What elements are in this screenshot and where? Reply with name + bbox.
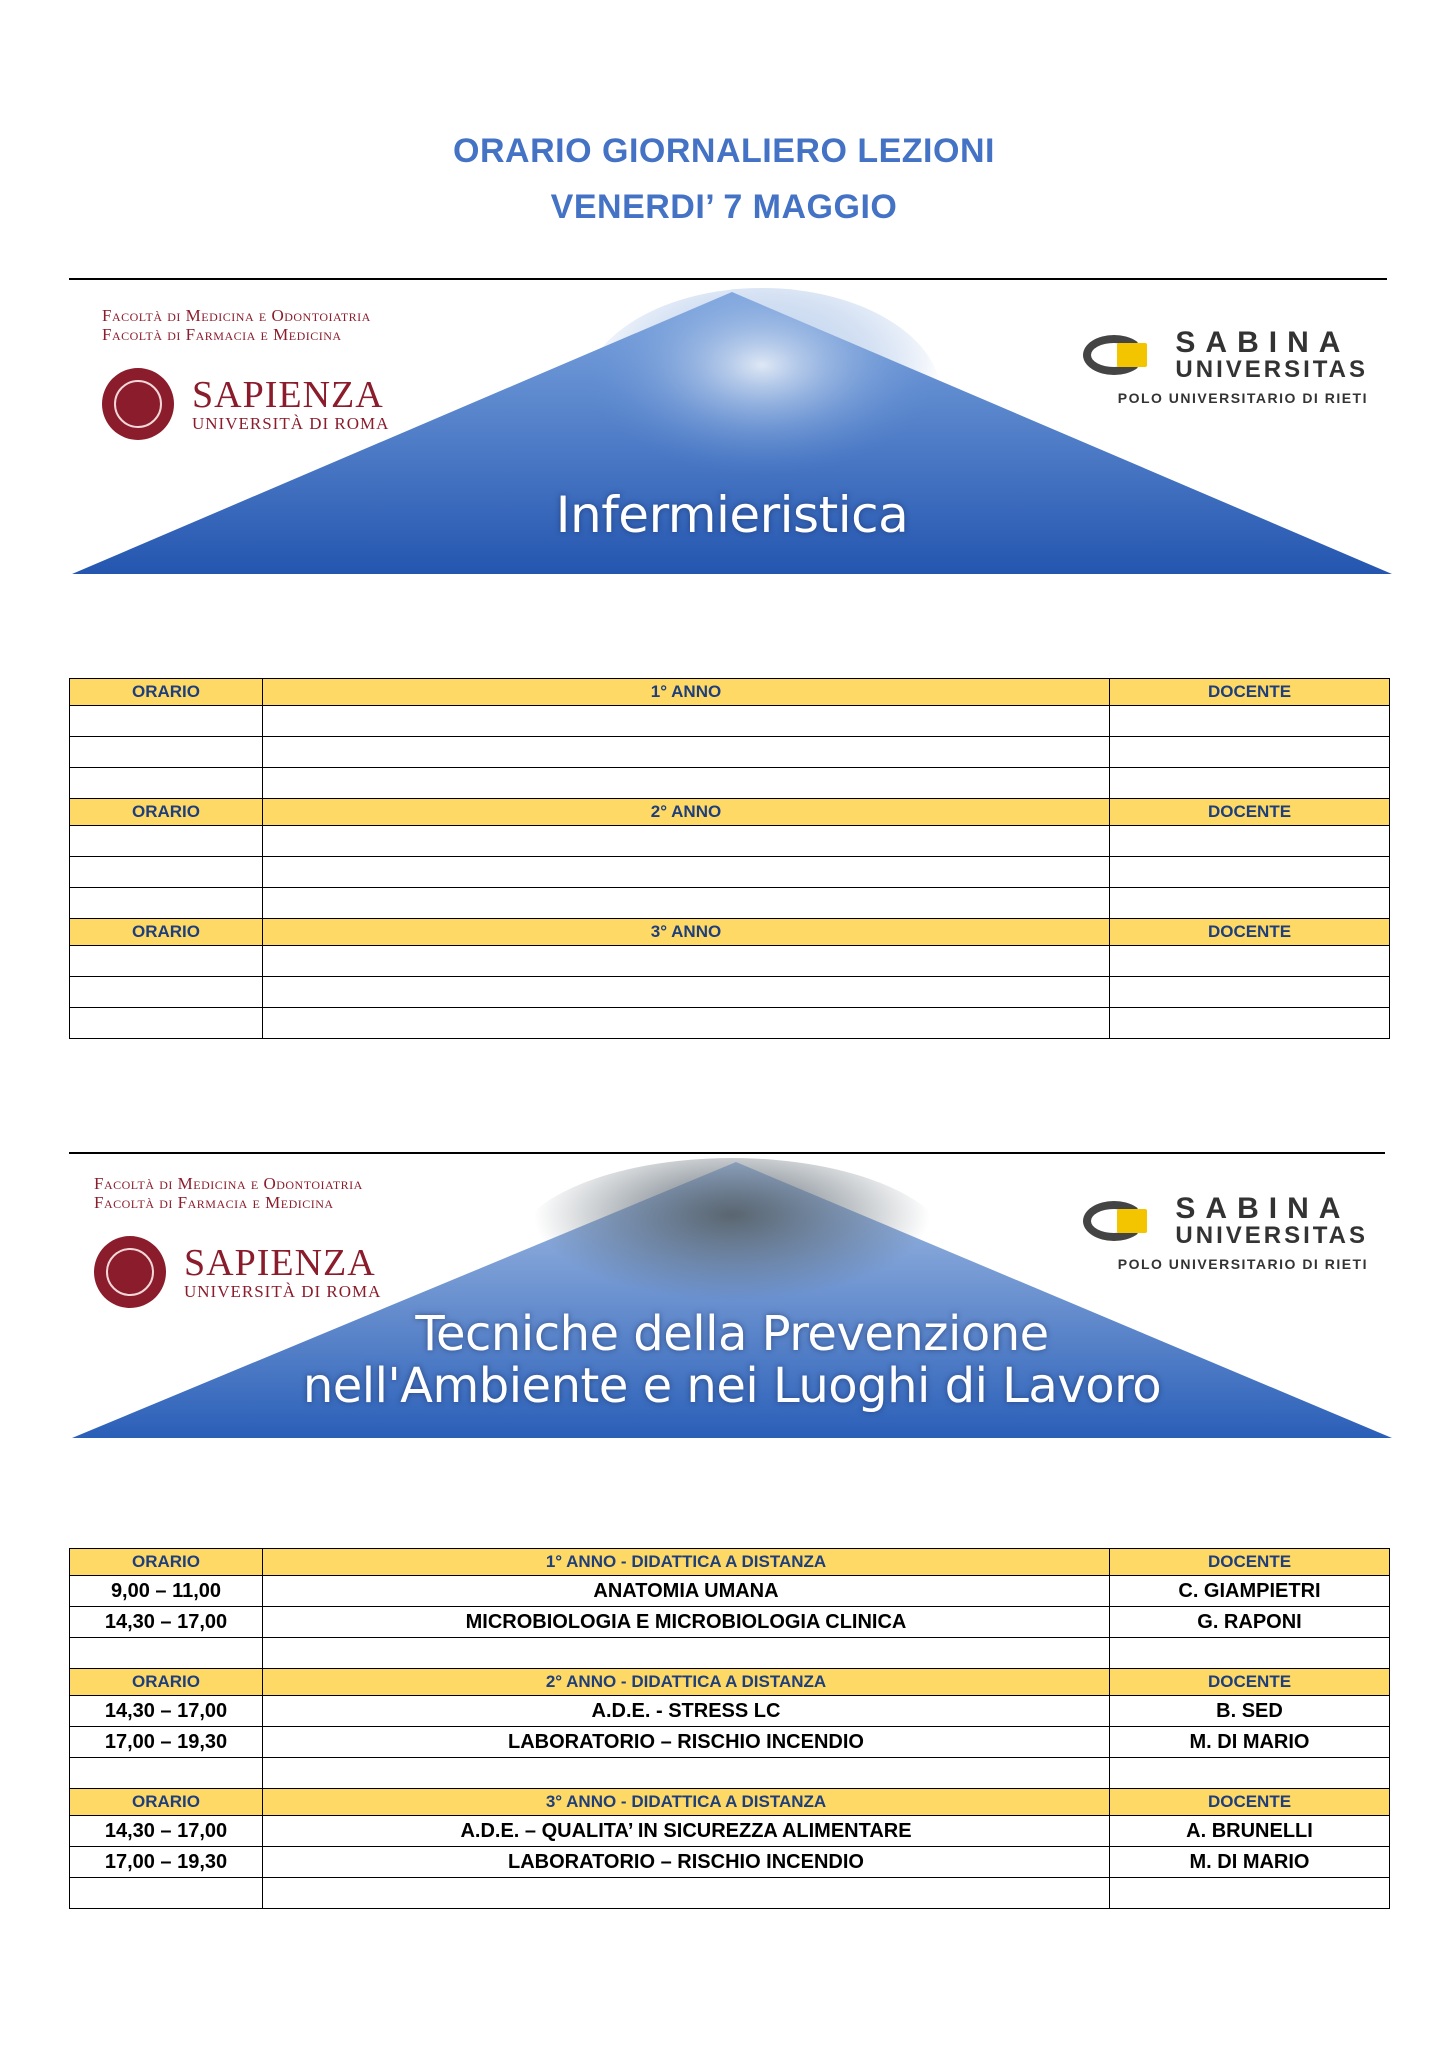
cell-docente (1110, 977, 1390, 1008)
header-docente: DOCENTE (1110, 919, 1390, 946)
sapienza-subtitle: UNIVERSITÀ DI ROMA (192, 414, 390, 433)
header-anno: 2° ANNO - DIDATTICA A DISTANZA (263, 1669, 1110, 1696)
cell-docente (1110, 826, 1390, 857)
cell-materia (263, 1758, 1110, 1789)
cell-docente (1110, 1008, 1390, 1039)
header-orario: ORARIO (70, 1789, 263, 1816)
schedule-table-infermieristica (69, 678, 1390, 1039)
cell-orario: 17,00 – 19,30 (70, 1847, 263, 1878)
table-row (70, 706, 1390, 737)
sabina-brand (1068, 1194, 1368, 1272)
cell-orario: 14,30 – 17,00 (70, 1816, 263, 1847)
table-row (70, 1878, 1390, 1909)
table-row (70, 1696, 1390, 1727)
header-anno: 1° ANNO (263, 679, 1110, 706)
cell-materia (263, 1638, 1110, 1669)
table-header-row (70, 919, 1390, 946)
cell-materia: MICROBIOLOGIA E MICROBIOLOGIA CLINICA (263, 1607, 1110, 1638)
cell-orario (70, 1758, 263, 1789)
table-row (70, 977, 1390, 1008)
cell-docente: M. DI MARIO (1110, 1847, 1390, 1878)
sabina-book-icon (1083, 331, 1169, 379)
cell-docente: M. DI MARIO (1110, 1727, 1390, 1758)
header-docente: DOCENTE (1110, 1669, 1390, 1696)
divider-middle (69, 1152, 1385, 1154)
cell-materia (263, 768, 1110, 799)
cell-docente (1110, 1638, 1390, 1669)
cell-docente: B. SED (1110, 1696, 1390, 1727)
sapienza-subtitle: UNIVERSITÀ DI ROMA (184, 1282, 382, 1301)
sapienza-seal-icon (94, 1236, 166, 1308)
table-row (70, 826, 1390, 857)
header-anno: 1° ANNO - DIDATTICA A DISTANZA (263, 1549, 1110, 1576)
table-row (70, 946, 1390, 977)
cell-orario (70, 706, 263, 737)
sabina-universitas: UNIVERSITAS (1175, 1222, 1368, 1249)
table-row (70, 1758, 1390, 1789)
faculty-line2: Facoltà di Farmacia e Medicina (94, 1193, 334, 1212)
cell-docente (1110, 857, 1390, 888)
cell-materia (263, 737, 1110, 768)
sapienza-seal-icon (102, 368, 174, 440)
cell-orario (70, 857, 263, 888)
sabina-polo: POLO UNIVERSITARIO DI RIETI (1117, 390, 1368, 406)
table-row (70, 1008, 1390, 1039)
table-row (70, 1638, 1390, 1669)
table-row (70, 888, 1390, 919)
cell-materia (263, 826, 1110, 857)
header-docente: DOCENTE (1110, 1789, 1390, 1816)
cell-orario (70, 977, 263, 1008)
header-orario: ORARIO (70, 799, 263, 826)
course-name: Infermieristica (555, 486, 909, 544)
table-row (70, 1727, 1390, 1758)
header-docente: DOCENTE (1110, 799, 1390, 826)
cell-orario: 14,30 – 17,00 (70, 1696, 263, 1727)
cell-materia: LABORATORIO – RISCHIO INCENDIO (263, 1847, 1110, 1878)
table-header-row (70, 799, 1390, 826)
cell-materia: A.D.E. – QUALITA’ IN SICUREZZA ALIMENTARE (263, 1816, 1110, 1847)
page-title-line2: VENERDI’ 7 MAGGIO (550, 188, 898, 226)
cell-orario (70, 826, 263, 857)
header-docente: DOCENTE (1110, 679, 1390, 706)
header-orario: ORARIO (70, 1549, 263, 1576)
table-row (70, 737, 1390, 768)
cell-docente (1110, 946, 1390, 977)
cell-orario: 9,00 – 11,00 (70, 1576, 263, 1607)
faculty-line1: Facoltà di Medicina e Odontoiatria (94, 1174, 363, 1193)
table-header-row (70, 1669, 1390, 1696)
divider-top (69, 278, 1387, 280)
header-anno: 3° ANNO (263, 919, 1110, 946)
cell-docente (1110, 1758, 1390, 1789)
sabina-book-icon (1083, 1197, 1169, 1245)
cell-orario (70, 1878, 263, 1909)
sabina-universitas: UNIVERSITAS (1175, 356, 1368, 383)
table-row (70, 1607, 1390, 1638)
cell-materia (263, 1878, 1110, 1909)
cell-orario (70, 737, 263, 768)
cell-materia (263, 857, 1110, 888)
table-row (70, 857, 1390, 888)
cell-orario: 14,30 – 17,00 (70, 1607, 263, 1638)
cell-materia: A.D.E. - STRESS LC (263, 1696, 1110, 1727)
cell-docente: C. GIAMPIETRI (1110, 1576, 1390, 1607)
header-orario: ORARIO (70, 679, 263, 706)
cell-materia (263, 1008, 1110, 1039)
banner-infermieristica (72, 288, 1392, 578)
cell-orario: 17,00 – 19,30 (70, 1727, 263, 1758)
cell-docente (1110, 768, 1390, 799)
course-name-line1: Tecniche della Prevenzione (415, 1306, 1049, 1362)
sabina-polo: POLO UNIVERSITARIO DI RIETI (1117, 1256, 1368, 1272)
cell-orario (70, 1008, 263, 1039)
sapienza-name: SAPIENZA (192, 374, 384, 416)
cell-materia (263, 977, 1110, 1008)
cell-docente (1110, 888, 1390, 919)
cell-materia (263, 946, 1110, 977)
sapienza-brand (102, 306, 462, 433)
course-name-line2: nell'Ambiente e nei Luoghi di Lavoro (302, 1358, 1162, 1414)
header-orario: ORARIO (70, 919, 263, 946)
cell-orario (70, 946, 263, 977)
cell-docente: A. BRUNELLI (1110, 1816, 1390, 1847)
cell-docente (1110, 706, 1390, 737)
cell-docente: G. RAPONI (1110, 1607, 1390, 1638)
sabina-name: SABINA (1175, 1192, 1351, 1225)
cell-orario (70, 1638, 263, 1669)
header-orario: ORARIO (70, 1669, 263, 1696)
header-anno: 3° ANNO - DIDATTICA A DISTANZA (263, 1789, 1110, 1816)
cell-materia (263, 706, 1110, 737)
table-header-row (70, 1789, 1390, 1816)
cell-materia (263, 888, 1110, 919)
cell-docente (1110, 737, 1390, 768)
sapienza-brand (94, 1174, 454, 1301)
header-docente: DOCENTE (1110, 1549, 1390, 1576)
faculty-line2: Facoltà di Farmacia e Medicina (102, 325, 342, 344)
cell-materia: LABORATORIO – RISCHIO INCENDIO (263, 1727, 1110, 1758)
schedule-table-tecniche-prevenzione (69, 1548, 1390, 1909)
table-row (70, 768, 1390, 799)
cell-materia: ANATOMIA UMANA (263, 1576, 1110, 1607)
cell-orario (70, 768, 263, 799)
faculty-line1: Facoltà di Medicina e Odontoiatria (102, 306, 371, 325)
sabina-brand (1068, 328, 1368, 406)
table-row (70, 1816, 1390, 1847)
table-header-row (70, 679, 1390, 706)
page-title-line1: ORARIO GIORNALIERO LEZIONI (453, 132, 995, 170)
cell-docente (1110, 1878, 1390, 1909)
cell-orario (70, 888, 263, 919)
table-row (70, 1576, 1390, 1607)
table-row (70, 1847, 1390, 1878)
table-header-row (70, 1549, 1390, 1576)
sapienza-name: SAPIENZA (184, 1242, 376, 1284)
header-anno: 2° ANNO (263, 799, 1110, 826)
sabina-name: SABINA (1175, 326, 1351, 359)
banner-tecniche-prevenzione (72, 1158, 1392, 1448)
